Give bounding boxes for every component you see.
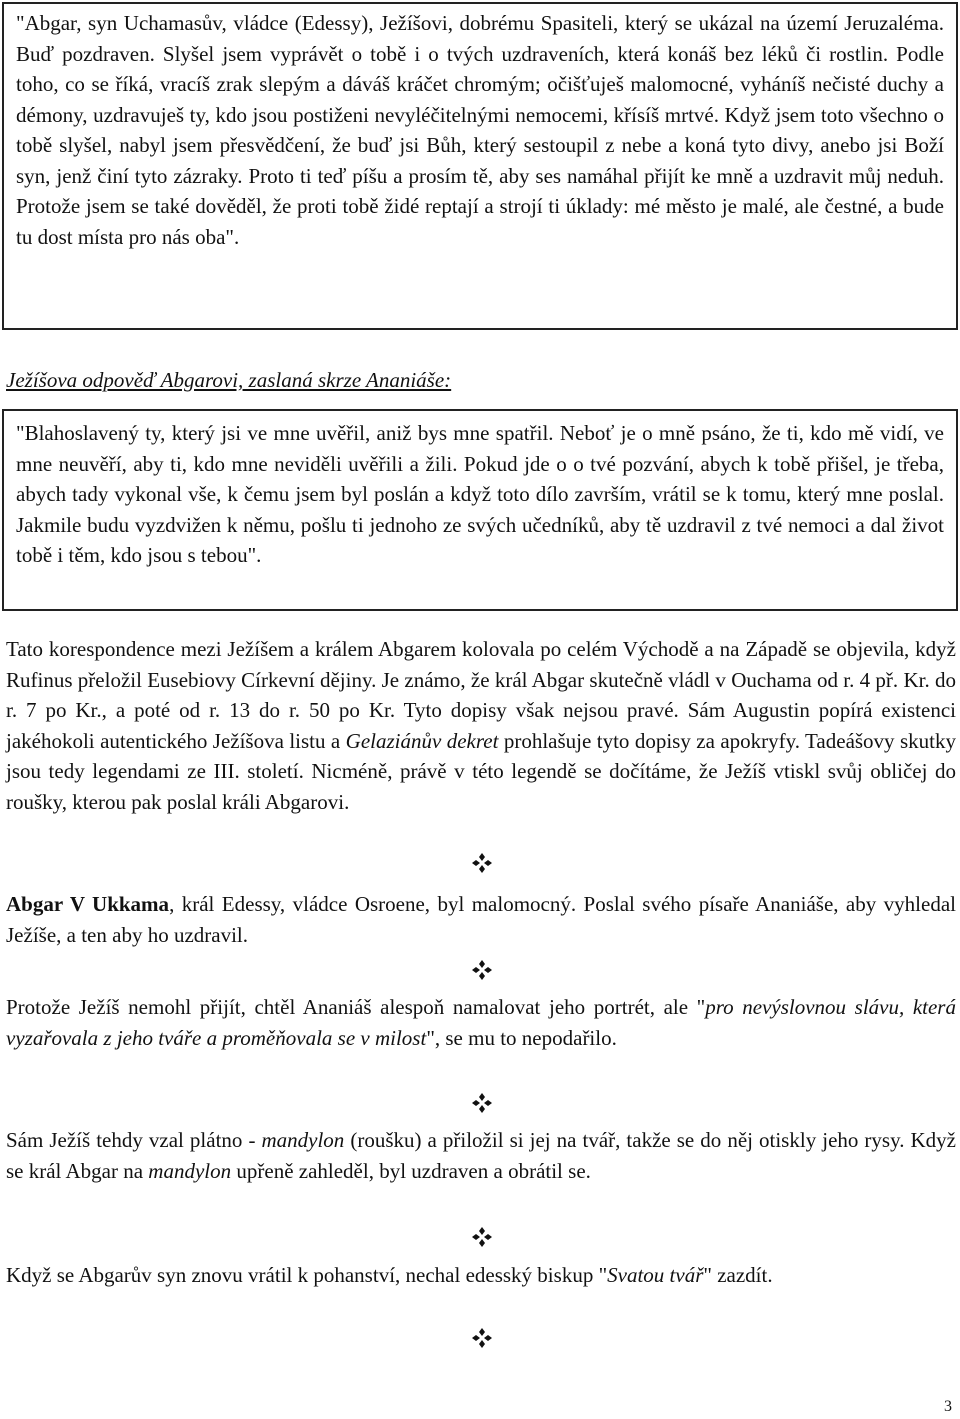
reply-heading: Ježíšova odpověď Abgarovi, zaslaná skrze Ananiáše: xyxy=(6,368,452,392)
four-diamond-ornament-icon xyxy=(471,1226,493,1248)
paragraph-holy-face: Když se Abgarův syn znovu vrátil k pohanství, nechal edesský biskup "Svatou tvář" zazdít. xyxy=(6,1263,773,1287)
jesus-reply-box xyxy=(2,409,958,611)
paragraph-abgar-v: Abgar V Ukkama, král Edessy, vládce Osroene, byl malomocný. Poslal svého písaře Ananiáše, aby vyhledal Ježíše, a ten aby ho uzdravil. xyxy=(6,892,956,947)
paragraph-portrait: Protože Ježíš nemohl přijít, chtěl Ananiáš alespoň namalovat jeho portrét, ale "pro nevýslovnou slávu, která vyzařovala z jeho tváře a proměňovala se v milost", se mu to nepodařilo. xyxy=(6,995,956,1050)
jesus-reply-text: "Blahoslavený ty, který jsi ve mne uvěřil, aniž bys mne spatřil. Neboť je o mně psáno, že ti, kdo mě vidí, ve mne neuvěří, aby ti, kdo mne neviděli uvěřili a žili. Pokud jde o o tvé pozvání, abych k tobě přišel, je třeba, abych tady vykonal vše, k čemu jsem byl poslán a když toto dílo završím, vrátil se k tomu, který mne poslal. Jakmile budu vyzdvižen k němu, pošlu ti jednoho ze svých učedníků, aby tě uzdravil z tvé nemoci a dal život tobě i těm, kdo jsou s tebou". xyxy=(16,421,944,567)
paragraph-mandylon: Sám Ježíš tehdy vzal plátno - mandylon (roušku) a přiložil si jej na tvář, takže se do něj otiskly jeho rysy. Když se král Abgar na mandylon upřeně zahleděl, byl uzdraven a obrátil se. xyxy=(6,1128,956,1183)
four-diamond-ornament-icon xyxy=(471,1092,493,1114)
abgar-letter-text: "Abgar, syn Uchamasův, vládce (Edessy), Ježíšovi, dobrému Spasiteli, který se ukázal na území Jeruzaléma. Buď pozdraven. Slyšel jsem vyprávět o tobě i o tvých uzdraveních, která konáš bez léků či rostlin. Podle toho, co se říká, vracíš zrak slepým a dáváš kráčet chromým; očišťuješ malomocné, vyháníš nečisté duchy a démony, uzdravuješ ty, kdo jsou postiženi nevyléčitelnými nemocemi, křísíš mrtvé. Když jsem toto všechno o tobě slyšel, nabyl jsem přesvědčení, že buď jsi Bůh, který sestoupil z nebe a koná tyto divy, anebo jsi Boží syn, jenž činí tyto zázraky. Proto ti teď píšu a prosím tě, aby ses namáhal přijít ke mně a uzdravit můj neduh. Protože jsem se také dověděl, že proti tobě židé reptají a strojí ti úklady: mé město je malé, ale čestné, a bude tu dost místa pro nás oba". xyxy=(16,11,944,249)
four-diamond-ornament-icon xyxy=(471,959,493,981)
abgar-letter-box xyxy=(2,2,958,330)
four-diamond-ornament-icon xyxy=(471,852,493,874)
four-diamond-ornament-icon xyxy=(471,1327,493,1349)
page-number: 3 xyxy=(944,1398,952,1415)
paragraph-correspondence: Tato korespondence mezi Ježíšem a králem Abgarem kolovala po celém Východě a na Západě se objevila, když Rufinus přeložil Eusebiovy Církevní dějiny. Je známo, že král Abgar skutečně vládl v Ouchama od r. 4 př. Kr. do r. 7 po Kr., a poté od r. 13 do r. 50 po Kr. Tyto dopisy však nejsou pravé. Sám Augustin popírá existenci jakéhokoli autentického Ježíšova listu a Gelaziánův dekret prohlašuje tyto dopisy za apokryfy. Tadeášovy skutky jsou tedy legendami ze III. století. Nicméně, právě v této legendě se dočítáme, že Ježíš vtiskl svůj obličej do roušky, kterou pak poslal králi Abgarovi. xyxy=(6,637,956,814)
